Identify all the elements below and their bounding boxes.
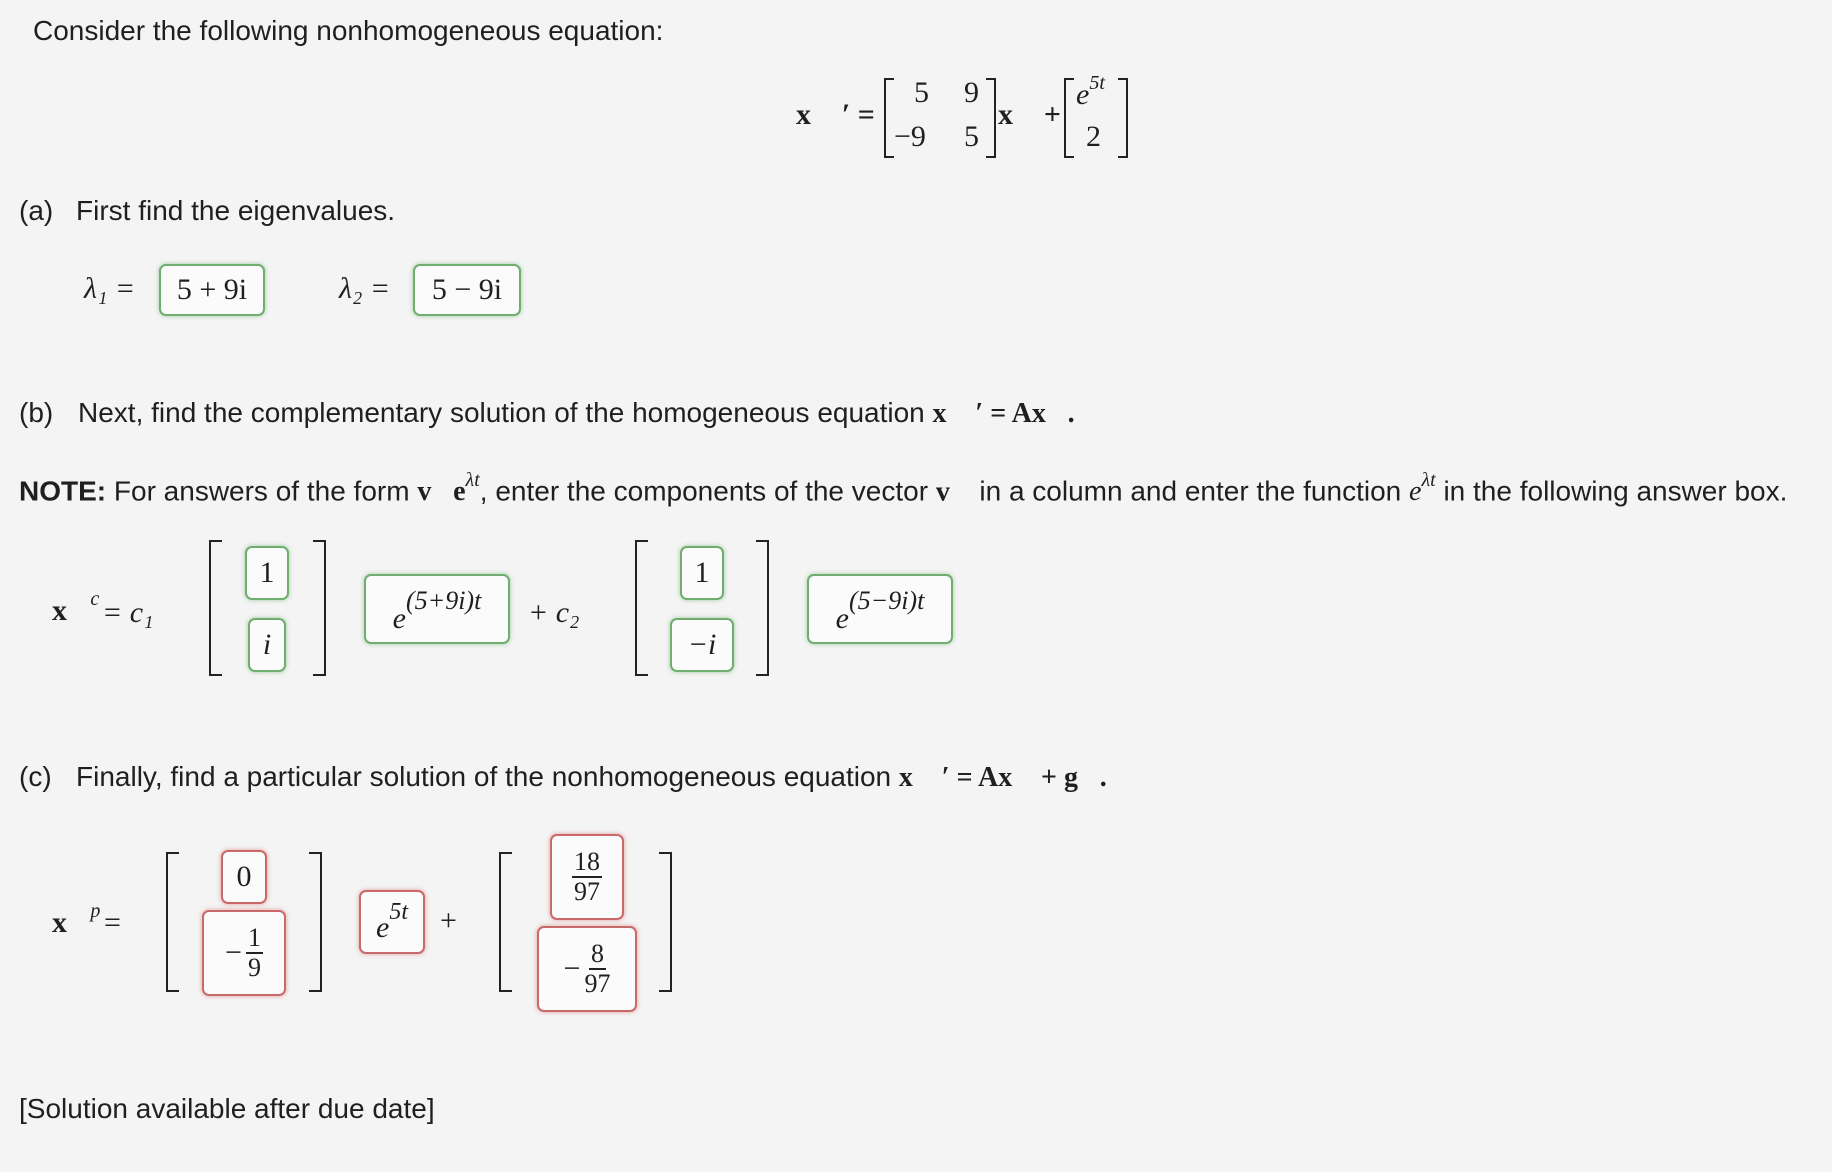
part-c-label: (c)	[19, 761, 52, 792]
xc-exp2-input[interactable]: e (5−9i)t	[807, 574, 953, 644]
xp-v2-bottom-input[interactable]: − $\frac{8}{97}$	[537, 926, 637, 1012]
xp-v1-left-bracket	[166, 852, 179, 992]
xp-plus: +	[440, 904, 457, 937]
part-b-equation: x⃗ ′ = Ax⃗.	[932, 398, 1075, 429]
matrix-a12: 9	[964, 76, 979, 109]
lambda1-input[interactable]: 5 + 9i	[159, 264, 265, 316]
main-equation	[796, 74, 1132, 160]
xc-v1-left-bracket	[209, 540, 222, 676]
xp-label: x⃗$^p$	[52, 900, 101, 939]
xp-v2-top-input[interactable]: $\frac{18}{97}$	[550, 834, 624, 920]
plus-c2: + c₂	[528, 596, 580, 629]
part-a-text: First find the eigenvalues.	[76, 195, 396, 226]
forcing-right-bracket	[1118, 78, 1128, 158]
xp-exp-input[interactable]: e 5t	[359, 890, 425, 954]
part-b-label: (b)	[19, 397, 54, 428]
lambda2-input[interactable]: 5 − 9i	[413, 264, 521, 316]
xp-v2-right-bracket	[659, 852, 672, 992]
part-c-equation: x⃗ ′ = Ax⃗ + g⃗.	[898, 762, 1107, 793]
xc-v1-top-input[interactable]: 1	[245, 546, 289, 600]
forcing-bottom: 2	[1086, 120, 1101, 153]
xc-equals-c1: = c₁	[102, 596, 154, 629]
part-c-description: Finally, find a particular solution of the nonhomogeneous equation	[76, 761, 892, 792]
xp-equals: =	[104, 906, 121, 939]
part-b-note	[19, 467, 1787, 509]
xc-exp1-input[interactable]: e (5+9i)t	[364, 574, 510, 644]
intro-text: Consider the following nonhomogeneous equation:	[33, 15, 664, 46]
xc-v2-top-input[interactable]: 1	[680, 546, 724, 600]
equation-lhs: x⃗ ′ =	[796, 98, 875, 131]
lambda1-label: λ₁ =	[84, 272, 136, 305]
note-text-1: For answers of the form	[113, 475, 410, 507]
note-v: v⃗	[935, 476, 972, 508]
xc-v1-right-bracket	[313, 540, 326, 676]
lambda2-label: λ₂ =	[339, 272, 391, 305]
matrix-right-bracket	[986, 78, 996, 158]
note-form: $v⃗e^{\lambda t}$	[417, 469, 480, 508]
xc-v2-bottom-input[interactable]: −i	[670, 618, 734, 672]
note-text-3: in a column and enter the function	[979, 475, 1402, 507]
xc-v2-right-bracket	[756, 540, 769, 676]
forcing-left-bracket	[1064, 78, 1074, 158]
forcing-top: $e^{5t}$	[1076, 72, 1105, 111]
xc-v2-left-bracket	[635, 540, 648, 676]
note-text-4: in the following answer box.	[1443, 475, 1788, 507]
equation-x-plus: x⃗ +	[998, 98, 1061, 131]
xp-v2-left-bracket	[499, 852, 512, 992]
xp-v1-right-bracket	[309, 852, 322, 992]
matrix-a11: 5	[914, 76, 929, 109]
matrix-a22: 5	[964, 120, 979, 153]
xp-v1-top-input[interactable]: 0	[221, 850, 267, 904]
solution-note: [Solution available after due date]	[19, 1093, 435, 1124]
note-text-2: , enter the components of the vector	[479, 475, 929, 507]
note-label: NOTE:	[19, 475, 107, 507]
part-b-text	[78, 396, 1075, 431]
part-c-text	[76, 760, 1107, 795]
matrix-a21: −9	[894, 120, 926, 153]
note-e: $e^{\lambda t}$	[1409, 469, 1436, 508]
matrix-left-bracket	[884, 78, 894, 158]
part-b-description: Next, find the complementary solution of the homogeneous equation	[78, 397, 925, 428]
xc-v1-bottom-input[interactable]: i	[248, 618, 286, 672]
xp-v1-bottom-input[interactable]: − $\frac{1}{9}$	[202, 910, 286, 996]
xc-label: x⃗$^c$	[52, 588, 100, 627]
part-a-label: (a)	[19, 195, 54, 226]
